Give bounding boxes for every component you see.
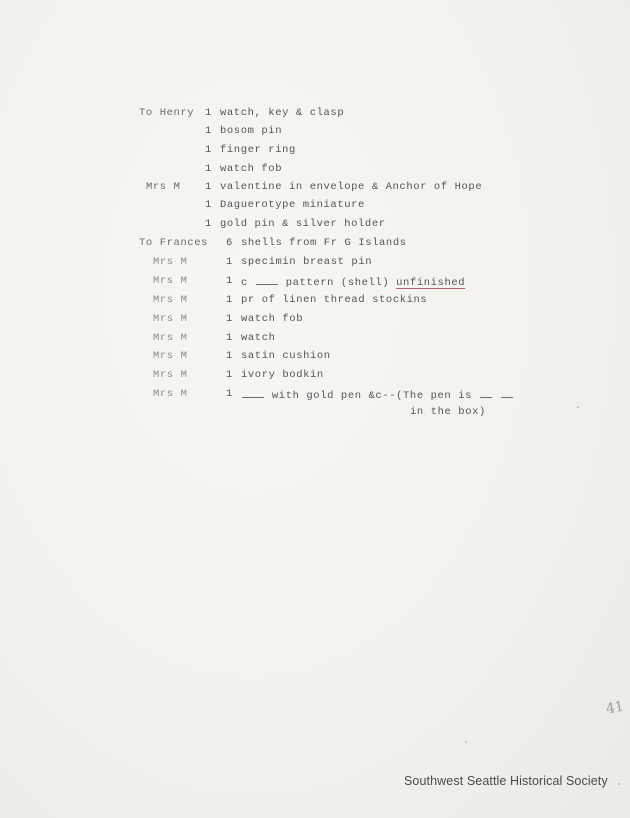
row-item: ivory bodkin: [241, 369, 324, 381]
row-item: watch fob: [220, 163, 283, 175]
row-label: Mrs M: [153, 332, 188, 344]
row-label: To Frances: [139, 237, 209, 249]
row-item: [241, 276, 465, 289]
row-item: finger ring: [220, 144, 296, 156]
row-label: Mrs M: [146, 181, 181, 193]
row-label: To Henry: [139, 107, 195, 119]
row-quantity: 1: [226, 388, 233, 400]
blank-line: [480, 389, 492, 398]
row-item: watch: [241, 332, 276, 344]
row-quantity: 1: [205, 125, 212, 137]
row-item-middle: pattern (shell): [285, 277, 390, 289]
row-quantity: 6: [226, 237, 233, 249]
paper-speck: [465, 741, 467, 743]
row-item: gold pin & silver holder: [220, 218, 386, 230]
row-quantity: 1: [226, 332, 233, 344]
row-quantity: 1: [226, 350, 233, 362]
row-quantity: 1: [205, 144, 212, 156]
underlined-word: unfinished: [396, 277, 466, 289]
row-quantity: 1: [205, 199, 212, 211]
row-label: Mrs M: [153, 388, 188, 400]
row-label: Mrs M: [153, 294, 188, 306]
row-item: specimin breast pin: [241, 256, 373, 268]
blank-line: [256, 276, 278, 285]
row-item: watch, key & clasp: [220, 107, 345, 119]
row-item: pr of linen thread stockins: [241, 294, 428, 306]
row-item: bosom pin: [220, 125, 283, 137]
row-label: Mrs M: [153, 313, 188, 325]
watermark: Southwest Seattle Historical Society: [404, 774, 608, 788]
row-quantity: 1: [226, 313, 233, 325]
row-label: Mrs M: [153, 275, 188, 287]
row-item-prefix: c: [241, 277, 248, 289]
row-label: Mrs M: [153, 350, 188, 362]
row-item: valentine in envelope & Anchor of Hope: [220, 181, 483, 193]
row-item: satin cushion: [241, 350, 331, 362]
row-item-continuation: in the box): [410, 406, 486, 418]
row-quantity: 1: [205, 107, 212, 119]
row-quantity: 1: [226, 275, 233, 287]
blank-line: [242, 389, 264, 398]
row-quantity: 1: [226, 256, 233, 268]
row-quantity: 1: [205, 218, 212, 230]
paper-speck: [618, 783, 620, 785]
row-quantity: 1: [226, 369, 233, 381]
row-label: Mrs M: [153, 369, 188, 381]
row-item: watch fob: [241, 313, 304, 325]
row-item: [241, 389, 514, 402]
row-quantity: 1: [205, 181, 212, 193]
margin-pencil-mark: 41: [604, 698, 626, 718]
row-quantity: 1: [226, 294, 233, 306]
row-quantity: 1: [205, 163, 212, 175]
row-item: shells from Fr G Islands: [241, 237, 407, 249]
row-label: Mrs M: [153, 256, 188, 268]
blank-line: [501, 389, 513, 398]
paper-speck: [577, 406, 579, 408]
row-item: Daguerotype miniature: [220, 199, 365, 211]
row-item-prefix: with gold pen &c--(The pen is: [271, 390, 473, 402]
